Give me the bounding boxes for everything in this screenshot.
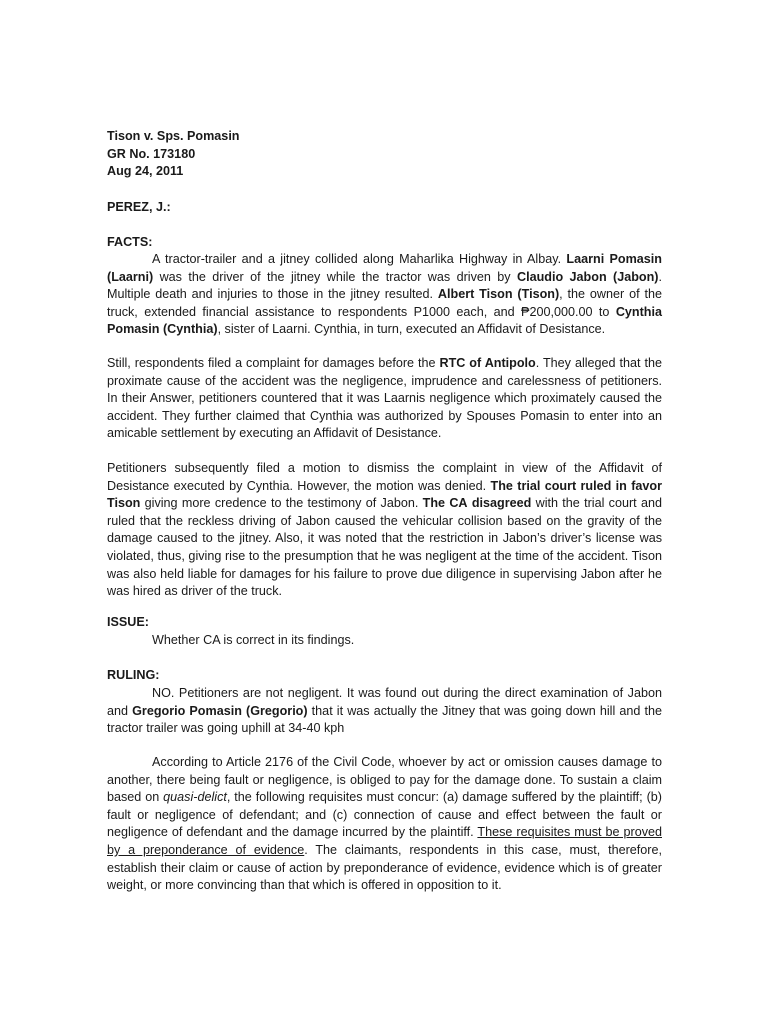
case-date: Aug 24, 2011 bbox=[107, 164, 184, 179]
ruling-heading: RULING: bbox=[107, 668, 160, 682]
case-gr-number: GR No. 173180 bbox=[107, 146, 196, 161]
facts-heading: FACTS: bbox=[107, 235, 153, 249]
case-header bbox=[107, 128, 662, 181]
ruling-paragraph-1: NO. Petitioners are not negligent. It was found out during the direct examination of Jabon and Gregorio Pomasin (Gregorio) that it was actually the Jitney that was going down hill and the tractor trailer was going uphill at 34-40 kph bbox=[107, 686, 663, 736]
facts-paragraph-1: A tractor-trailer and a jitney collided along Maharlika Highway in Albay. Laarni Pomasin (Laarni) was the driver of the jitney while the tractor was driven by Claudio Jabon (Jabon). Multiple death and injuries to those in the jitney resulted. Albert Tison (Tison), the owner of the truck, extended financial assistance to respondents P1000 each, and ₱200,000.00 to Cynthia Pomasin (Cynthia), sister of Laarni. Cynthia, in turn, executed an Affidavit of Desistance. bbox=[107, 252, 663, 337]
ponente: PEREZ, J.: bbox=[107, 200, 171, 214]
issue-heading: ISSUE: bbox=[107, 615, 149, 629]
case-title: Tison v. Sps. Pomasin bbox=[107, 129, 240, 143]
facts-paragraph-2: Still, respondents filed a complaint for damages before the RTC of Antipolo. They alleged that the proximate cause of the accident was the negligence, imprudence and carelessness of petitioners. In their Answer, petitioners countered that it was Laarnis negligence which proximately caused the accident. They further claimed that Cynthia was authorized by Spouses Pomasin to enter into an amicable settlement by executing an Affidavit of Desistance. bbox=[107, 356, 662, 441]
issue-text: Whether CA is correct in its findings. bbox=[152, 633, 355, 647]
facts-paragraph-3: Petitioners subsequently filed a motion to dismiss the complaint in view of the Affidavit of Desistance executed by Cynthia. However, the motion was denied. The trial court ruled in favor Tison giving more credence to the testimony of Jabon. The CA disagreed with the trial court and ruled that the reckless driving of Jabon caused the vehicular collision based on the gravity of the damage caused to the jitney. Also, it was noted that the restriction in Jabon’s driver’s license was violated, thus, giving rise to the presumption that he was negligent at the time of the accident. Tison was also held liable for damages for his failure to prove due diligence in supervising Jabon after he was hired as driver of the truck. bbox=[107, 461, 662, 599]
ruling-paragraph-2: According to Article 2176 of the Civil Code, whoever by act or omission causes damage to another, there being fault or negligence, is obliged to pay for the damage done. To sustain a claim based on quasi-delict, the following requisites must concur: (a) damage suffered by the plaintiff; (b) fault or negligence of defendant; and (c) connection of cause and effect between the fault or negligence of defendant and the damage incurred by the plaintiff. These requisites must be proved by a preponderance of evidence. The claimants, respondents in this case, must, therefore, establish their claim or cause of action by preponderance of evidence, evidence which is of greater weight, or more convincing than that which is offered in opposition to it. bbox=[107, 755, 662, 893]
